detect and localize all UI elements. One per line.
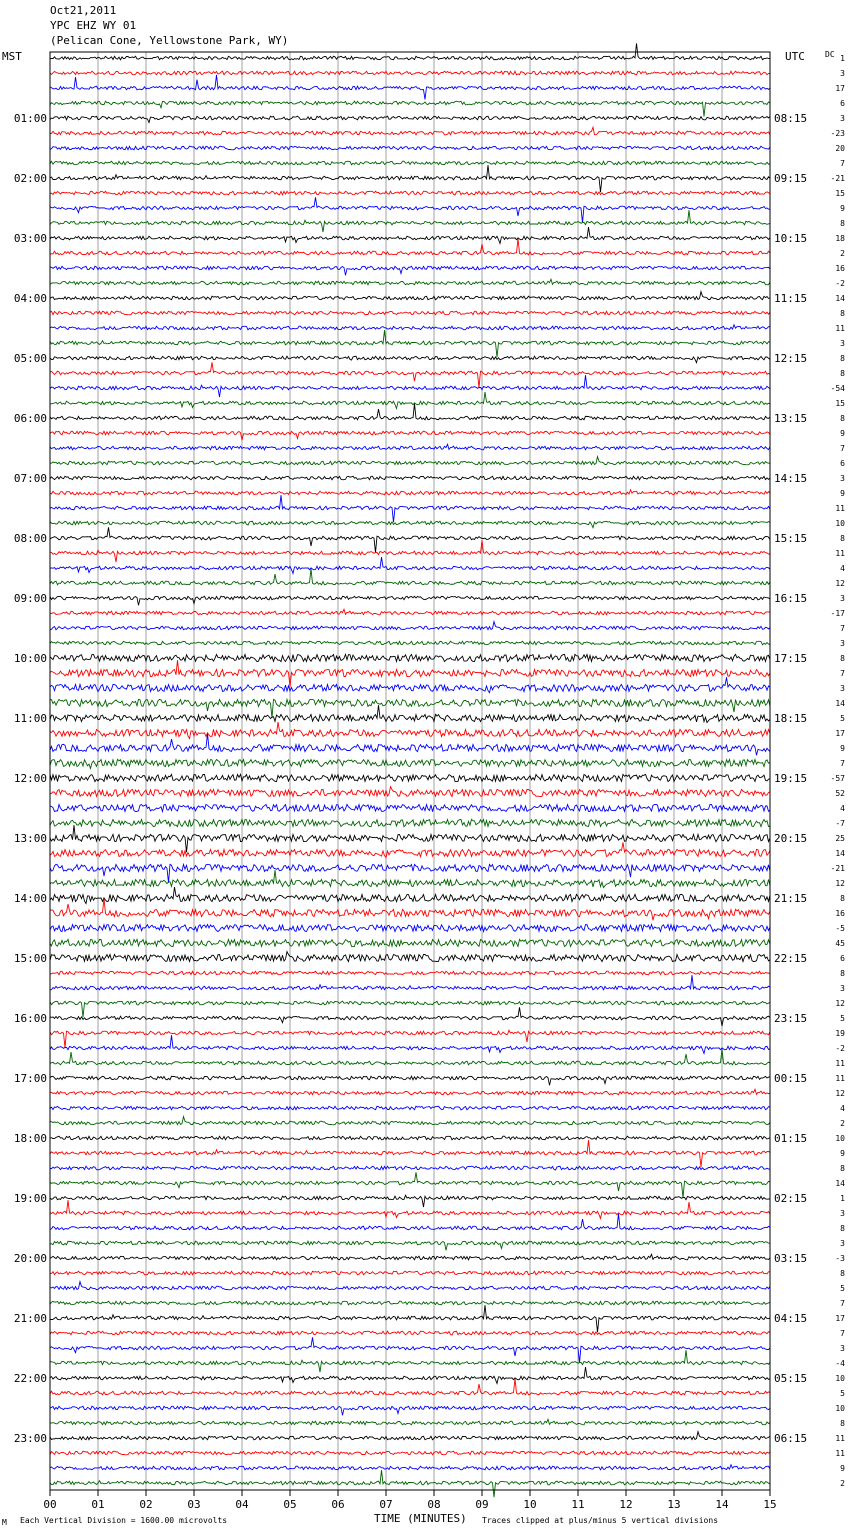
dc-offset-label: 4	[840, 804, 845, 813]
right-hour-label: 16:15	[774, 592, 808, 605]
dc-offset-label: 18	[835, 234, 845, 243]
dc-offset-label: 10	[835, 1404, 845, 1413]
left-hour-label: 14:00	[13, 892, 47, 905]
right-hour-label: 13:15	[774, 412, 808, 425]
trace-row	[50, 1195, 770, 1207]
dc-offset-label: -2	[835, 279, 845, 288]
trace-row	[50, 1367, 770, 1383]
dc-offset-label: 8	[840, 1164, 845, 1173]
left-hour-label: 20:00	[13, 1252, 47, 1265]
dc-offset-label: 20	[835, 144, 845, 153]
dc-offset-label: 3	[840, 684, 845, 693]
trace-row	[50, 165, 770, 192]
trace-row	[50, 677, 770, 692]
dc-offset-label: 11	[835, 324, 845, 333]
x-tick-label: 09	[475, 1498, 489, 1511]
x-tick-label: 04	[235, 1498, 249, 1511]
trace-row	[50, 899, 770, 921]
trace-row	[50, 804, 770, 811]
trace-row	[50, 870, 770, 887]
left-hour-label: 15:00	[13, 952, 47, 965]
trace-row	[50, 161, 770, 165]
dc-offset-label: 8	[840, 1269, 845, 1278]
right-hour-label: 20:15	[774, 832, 808, 845]
dc-offset-label: 19	[835, 1029, 845, 1038]
left-hour-label: 03:00	[13, 232, 47, 245]
dc-offset-label: 7	[840, 624, 845, 633]
x-tick-label: 05	[283, 1498, 297, 1511]
left-hour-label: 07:00	[13, 472, 47, 485]
dc-offset-label: 3	[840, 339, 845, 348]
trace-row	[50, 596, 770, 605]
dc-offset-label: -57	[830, 774, 845, 783]
right-hour-label: 00:15	[774, 1072, 808, 1085]
dc-offset-label: 5	[840, 1389, 845, 1398]
dc-offset-label: -2	[835, 1044, 845, 1053]
dc-offset-label: 8	[840, 309, 845, 318]
trace-row	[50, 1117, 770, 1125]
trace-row	[50, 734, 770, 756]
x-tick-label: 00	[43, 1498, 57, 1511]
trace-row	[50, 641, 770, 645]
scale-note: Each Vertical Division = 1600.00 microvolts	[20, 1516, 228, 1525]
x-tick-label: 07	[379, 1498, 393, 1511]
footer-mark: M	[2, 1518, 7, 1527]
trace-row	[50, 887, 770, 903]
x-tick-label: 03	[187, 1498, 201, 1511]
dc-offset-label: 4	[840, 564, 845, 573]
dc-offset-label: 17	[835, 84, 845, 93]
right-hour-label: 01:15	[774, 1132, 808, 1145]
dc-offset-label: -21	[830, 174, 845, 183]
dc-offset-label: 3	[840, 1239, 845, 1248]
trace-row	[50, 404, 770, 420]
dc-offset-label: 7	[840, 1329, 845, 1338]
left-hour-label: 01:00	[13, 112, 47, 125]
dc-offset-label: 6	[840, 99, 845, 108]
trace-row	[50, 127, 770, 135]
dc-offset-label: 11	[835, 504, 845, 513]
x-tick-label: 01	[91, 1498, 105, 1511]
dc-offset-label: 6	[840, 459, 845, 468]
trace-row	[50, 971, 770, 975]
header-date: Oct21,2011	[50, 4, 117, 17]
right-hour-label: 23:15	[774, 1012, 808, 1025]
right-hour-label: 21:15	[774, 892, 808, 905]
trace-row	[50, 356, 770, 363]
left-hour-label: 10:00	[13, 652, 47, 665]
dc-offset-label: 16	[835, 264, 845, 273]
trace-row	[50, 266, 770, 275]
x-tick-label: 13	[667, 1498, 681, 1511]
dc-offset-label: 8	[840, 219, 845, 228]
trace-row	[50, 311, 770, 315]
dc-offset-label: 11	[835, 1434, 845, 1443]
trace-row	[50, 431, 770, 440]
dc-offset-label: 1	[840, 54, 845, 63]
x-tick-label: 10	[523, 1498, 537, 1511]
dc-offset-label: 14	[835, 699, 845, 708]
dc-offset-label: -4	[835, 1359, 845, 1368]
left-hour-label: 12:00	[13, 772, 47, 785]
trace-row	[50, 1470, 770, 1497]
trace-row	[50, 819, 770, 826]
trace-row	[50, 1254, 770, 1260]
trace-row	[50, 1465, 770, 1470]
trace-row	[50, 1451, 770, 1455]
trace-row	[50, 787, 770, 797]
dc-offset-label: 3	[840, 1209, 845, 1218]
trace-row	[50, 1305, 770, 1332]
trace-row	[50, 1350, 770, 1372]
dc-offset-label: 10	[835, 1134, 845, 1143]
trace-row	[50, 609, 770, 615]
left-hour-label: 22:00	[13, 1372, 47, 1385]
dc-offset-label: 6	[840, 954, 845, 963]
trace-row	[50, 457, 770, 465]
dc-offset-label: 16	[835, 909, 845, 918]
trace-row	[50, 1337, 770, 1363]
trace-row	[50, 699, 770, 717]
trace-row	[50, 1301, 770, 1305]
trace-row	[50, 1106, 770, 1110]
dc-offset-label: 7	[840, 669, 845, 678]
left-hour-label: 19:00	[13, 1192, 47, 1205]
dc-offset-labels	[831, 54, 846, 1488]
dc-offset-label: 9	[840, 204, 845, 213]
trace-row	[50, 1089, 770, 1095]
dc-offset-label: 7	[840, 444, 845, 453]
trace-row	[50, 1076, 770, 1085]
dc-offset-label: 2	[840, 1479, 845, 1488]
x-tick-label: 08	[427, 1498, 441, 1511]
dc-offset-label: 15	[835, 399, 845, 408]
right-hour-label: 02:15	[774, 1192, 808, 1205]
dc-offset-label: 10	[835, 1374, 845, 1383]
dc-offset-label: 25	[835, 834, 845, 843]
right-hour-label: 15:15	[774, 532, 808, 545]
trace-row	[50, 292, 770, 300]
trace-row	[50, 476, 770, 480]
dc-offset-label: 14	[835, 294, 845, 303]
dc-offset-label: 5	[840, 1284, 845, 1293]
left-hour-label: 06:00	[13, 412, 47, 425]
dc-offset-label: 8	[840, 894, 845, 903]
header-location: (Pelican Cone, Yellowstone Park, WY)	[50, 34, 289, 47]
trace-row	[50, 774, 770, 781]
right-hour-label: 18:15	[774, 712, 808, 725]
trace-row	[50, 1001, 770, 1017]
trace-row	[50, 540, 770, 562]
left-hour-label: 08:00	[13, 532, 47, 545]
dc-offset-label: 15	[835, 189, 845, 198]
trace-row	[50, 116, 770, 122]
trace-row	[50, 1049, 770, 1065]
trace-row	[50, 75, 770, 100]
left-timezone: MST	[2, 50, 22, 63]
dc-offset-label: 17	[835, 729, 845, 738]
dc-offset-label: 3	[840, 1344, 845, 1353]
dc-offset-label: 7	[840, 759, 845, 768]
left-hour-label: 13:00	[13, 832, 47, 845]
left-hour-label: 05:00	[13, 352, 47, 365]
trace-row	[50, 759, 770, 768]
trace-row	[50, 1007, 770, 1026]
dc-offset-label: 7	[840, 159, 845, 168]
dc-offset-label: 45	[835, 939, 845, 948]
dc-offset-label: 9	[840, 744, 845, 753]
dc-offset-label: 4	[840, 1104, 845, 1113]
trace-row	[50, 1136, 770, 1140]
right-hour-label: 22:15	[774, 952, 808, 965]
dc-offset-label: 2	[840, 249, 845, 258]
trace-row	[50, 490, 770, 495]
dc-offset-label: -54	[830, 384, 845, 393]
x-tick-label: 14	[715, 1498, 729, 1511]
left-hour-label: 21:00	[13, 1312, 47, 1325]
dc-offset-label: 3	[840, 474, 845, 483]
dc-offset-label: 14	[835, 1179, 845, 1188]
trace-row	[50, 722, 770, 738]
dc-offset-label: 52	[835, 789, 845, 798]
trace-row	[50, 842, 770, 857]
trace-row	[50, 1214, 770, 1230]
dc-header: DC	[825, 50, 835, 59]
trace-row	[50, 1331, 770, 1335]
right-hour-label: 04:15	[774, 1312, 808, 1325]
trace-row	[50, 569, 770, 585]
dc-offset-label: 7	[840, 1299, 845, 1308]
dc-offset-label: -3	[835, 1254, 845, 1263]
dc-offset-label: 9	[840, 1149, 845, 1158]
dc-offset-label: 12	[835, 999, 845, 1008]
trace-row	[50, 392, 770, 408]
trace-row	[50, 191, 770, 195]
dc-offset-label: 11	[835, 549, 845, 558]
dc-offset-label: 11	[835, 1449, 845, 1458]
x-tick-label: 15	[763, 1498, 777, 1511]
dc-offset-label: -17	[830, 609, 845, 618]
dc-offset-label: 17	[835, 1314, 845, 1323]
right-hour-label: 03:15	[774, 1252, 808, 1265]
trace-row	[50, 1172, 770, 1198]
trace-row	[50, 101, 770, 116]
trace-row	[50, 210, 770, 232]
dc-offset-label: 3	[840, 984, 845, 993]
trace-row	[50, 1432, 770, 1440]
dc-offset-label: 9	[840, 429, 845, 438]
x-axis-title: TIME (MINUTES)	[374, 1512, 467, 1525]
dc-offset-label: 2	[840, 1119, 845, 1128]
trace-row	[50, 325, 770, 330]
dc-offset-label: 3	[840, 639, 845, 648]
right-hour-label: 08:15	[774, 112, 808, 125]
dc-offset-label: 3	[840, 114, 845, 123]
dc-offset-label: 8	[840, 1419, 845, 1428]
x-tick-label: 11	[571, 1498, 585, 1511]
right-hour-label: 19:15	[774, 772, 808, 785]
x-tick-label: 02	[139, 1498, 153, 1511]
left-hour-label: 23:00	[13, 1432, 47, 1445]
dc-offset-label: 12	[835, 579, 845, 588]
dc-offset-label: -23	[830, 129, 845, 138]
right-hour-label: 12:15	[774, 352, 808, 365]
dc-offset-label: 12	[835, 879, 845, 888]
dc-offset-label: -5	[835, 924, 845, 933]
right-hour-label: 14:15	[774, 472, 808, 485]
trace-row	[50, 375, 770, 397]
trace-row	[50, 279, 770, 285]
dc-offset-label: 8	[840, 654, 845, 663]
trace-row	[50, 527, 770, 553]
trace-row	[50, 1030, 770, 1048]
trace-row	[50, 239, 770, 255]
trace-row	[50, 705, 770, 722]
trace-row	[50, 1379, 770, 1395]
left-hour-label: 17:00	[13, 1072, 47, 1085]
trace-row	[50, 1406, 770, 1415]
trace-row	[50, 362, 770, 388]
x-tick-label: 06	[331, 1498, 345, 1511]
dc-offset-label: 11	[835, 1074, 845, 1083]
dc-offset-label: 8	[840, 369, 845, 378]
seismic-traces	[50, 43, 770, 1497]
dc-offset-label: 5	[840, 714, 845, 723]
dc-offset-label: 12	[835, 1089, 845, 1098]
x-tick-label: 12	[619, 1498, 633, 1511]
trace-row	[50, 146, 770, 150]
trace-row	[50, 197, 770, 223]
trace-row	[50, 622, 770, 630]
dc-offset-label: 8	[840, 354, 845, 363]
dc-offset-label: 3	[840, 594, 845, 603]
trace-row	[50, 444, 770, 450]
trace-row	[50, 1140, 770, 1167]
x-axis	[43, 1490, 776, 1511]
trace-row	[50, 939, 770, 946]
right-hour-label: 09:15	[774, 172, 808, 185]
trace-row	[50, 1241, 770, 1250]
trace-row	[50, 1419, 770, 1425]
dc-offset-label: 8	[840, 414, 845, 423]
trace-row	[50, 825, 770, 852]
trace-row	[50, 1035, 770, 1053]
dc-offset-label: 8	[840, 534, 845, 543]
trace-row	[50, 227, 770, 243]
right-hour-label: 05:15	[774, 1372, 808, 1385]
trace-row	[50, 925, 770, 932]
dc-offset-label: 8	[840, 969, 845, 978]
dc-offset-label: 3	[840, 69, 845, 78]
trace-row	[50, 521, 770, 528]
left-hour-label: 16:00	[13, 1012, 47, 1025]
trace-row	[50, 557, 770, 573]
trace-row	[50, 1271, 770, 1275]
trace-row	[50, 1166, 770, 1170]
trace-row	[50, 654, 770, 661]
dc-offset-label: -7	[835, 819, 845, 828]
dc-offset-label: 5	[840, 1014, 845, 1023]
trace-row	[50, 660, 770, 687]
trace-row	[50, 495, 770, 522]
right-hour-label: 10:15	[774, 232, 808, 245]
left-hour-label: 02:00	[13, 172, 47, 185]
trace-row	[50, 952, 770, 962]
dc-offset-label: 9	[840, 489, 845, 498]
left-hour-label: 18:00	[13, 1132, 47, 1145]
right-hour-label: 11:15	[774, 292, 808, 305]
dc-offset-label: 1	[840, 1194, 845, 1203]
trace-row	[50, 1200, 770, 1218]
trace-row	[50, 330, 770, 357]
right-timezone: UTC	[785, 50, 805, 63]
dc-offset-label: 8	[840, 1224, 845, 1233]
right-hour-label: 17:15	[774, 652, 808, 665]
dc-offset-label: 10	[835, 519, 845, 528]
left-hour-label: 11:00	[13, 712, 47, 725]
header-station: YPC EHZ WY 01	[50, 19, 137, 32]
trace-row	[50, 1282, 770, 1290]
trace-row	[50, 975, 770, 990]
left-hour-label: 04:00	[13, 292, 47, 305]
trace-row	[50, 71, 770, 75]
dc-offset-label: 9	[840, 1464, 845, 1473]
dc-offset-label: -21	[830, 864, 845, 873]
clip-note: Traces clipped at plus/minus 5 vertical divisions	[482, 1516, 719, 1525]
right-hour-label: 06:15	[774, 1432, 808, 1445]
dc-offset-label: 14	[835, 849, 845, 858]
left-hour-label: 09:00	[13, 592, 47, 605]
dc-offset-label: 11	[835, 1059, 845, 1068]
